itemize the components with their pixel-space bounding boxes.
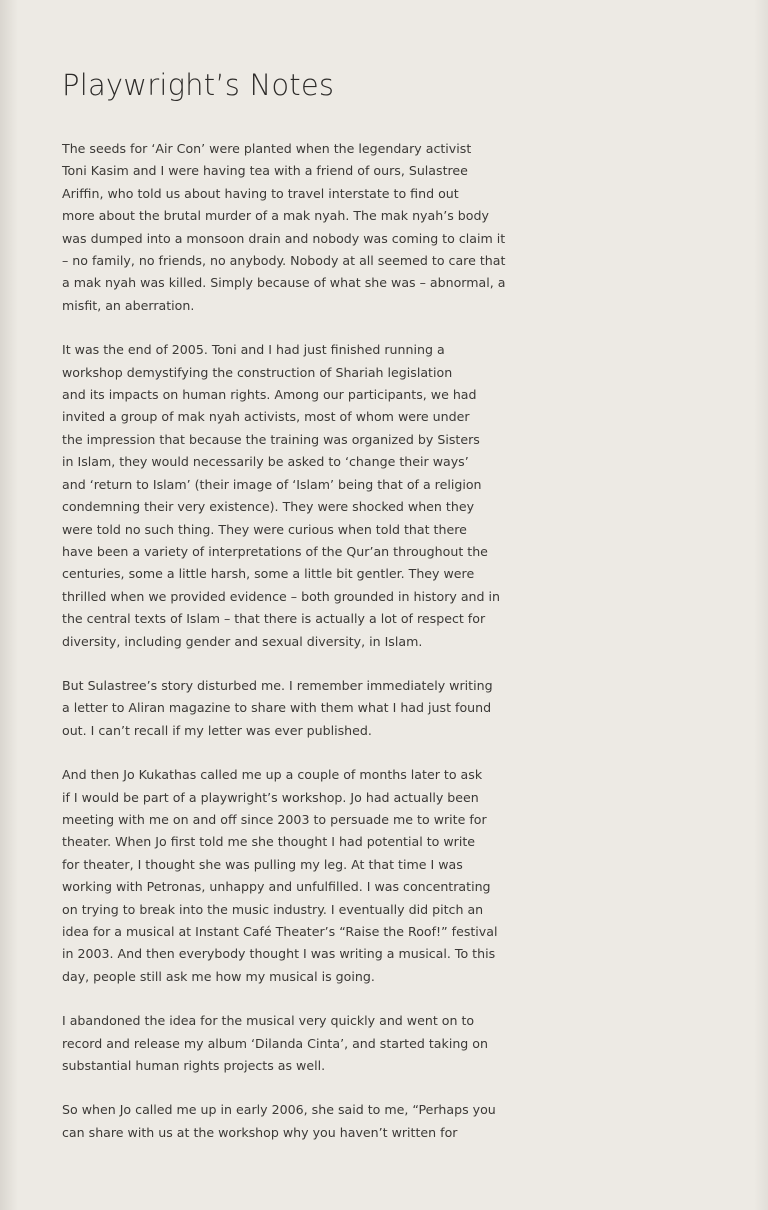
text-line: in Islam, they would necessarily be asked to ‘change their ways’ (62, 454, 469, 470)
text-line: I abandoned the idea for the musical very quickly and went on to (62, 1013, 475, 1029)
text-line: if I would be part of a playwright’s workshop. Jo had actually been (62, 789, 479, 805)
text-line: condemning their very existence). They were shocked when they (62, 499, 475, 515)
text-line: the central texts of Islam – that there is actually a lot of respect for (62, 611, 486, 627)
text-line: It was the end of 2005. Toni and I had just finished running a (62, 342, 445, 358)
text-line: on trying to break into the music industry. I eventually did pitch an (62, 901, 484, 917)
text-line: But Sulastree’s story disturbed me. I remember immediately writing (62, 677, 493, 693)
text-line: Toni Kasim and I were having tea with a friend of ours, Sulastree (62, 163, 468, 179)
text-line: was dumped into a monsoon drain and nobody was coming to claim it (62, 230, 506, 246)
text-line: theater. When Jo first told me she thought I had potential to write (62, 834, 476, 850)
text-line: out. I can’t recall if my letter was ever published. (62, 722, 372, 738)
text-line: record and release my album ‘Dilanda Cinta’, and started taking on (62, 1035, 488, 1051)
text-line: meeting with me on and off since 2003 to persuade me to write for (62, 811, 487, 827)
text-line: workshop demystifying the construction of Shariah legislation (62, 364, 453, 380)
text-line: were told no such thing. They were curious when told that there (62, 521, 467, 537)
paragraph-4 (62, 764, 652, 988)
text-line: a letter to Aliran magazine to share with them what I had just found (62, 700, 492, 716)
text-line: day, people still ask me how my musical is going. (62, 968, 375, 984)
text-line: the impression that because the training was organized by Sisters (62, 431, 480, 447)
text-line: And then Jo Kukathas called me up a couple of months later to ask (62, 767, 483, 783)
text-line: and ‘return to Islam’ (their image of ‘Islam’ being that of a religion (62, 476, 482, 492)
text-line: and its impacts on human rights. Among our participants, we had (62, 387, 477, 403)
paragraph-2 (62, 339, 652, 653)
page-title: Playwright’s Notes (62, 68, 335, 102)
paragraph-5 (62, 1010, 652, 1077)
text-line: can share with us at the workshop why you haven’t written for (62, 1124, 458, 1140)
paragraph-6 (62, 1099, 652, 1144)
text-line: for theater, I thought she was pulling my leg. At that time I was (62, 856, 463, 872)
text-line: idea for a musical at Instant Café Theater’s “Raise the Roof!” festival (62, 924, 498, 939)
text-line: a mak nyah was killed. Simply because of what she was – abnormal, a (62, 275, 506, 291)
text-line: in 2003. And then everybody thought I was writing a musical. To this (62, 946, 496, 962)
text-line: substantial human rights projects as well. (62, 1058, 326, 1074)
text-line: more about the brutal murder of a mak nyah. The mak nyah’s body (62, 208, 489, 224)
paragraph-3 (62, 675, 652, 742)
paragraph-1 (62, 138, 652, 317)
text-line: centuries, some a little harsh, some a little bit gentler. They were (62, 566, 475, 582)
text-line: The seeds for ‘Air Con’ were planted when the legendary activist (62, 141, 472, 156)
text-line: diversity, including gender and sexual diversity, in Islam. (62, 633, 423, 649)
text-line: So when Jo called me up in early 2006, she said to me, “Perhaps you (62, 1102, 496, 1118)
text-line: – no family, no friends, no anybody. Nobody at all seemed to care that (62, 253, 506, 269)
text-line: Ariffin, who told us about having to travel interstate to find out (62, 185, 459, 201)
body-text (62, 138, 652, 1166)
text-line: thrilled when we provided evidence – both grounded in history and in (62, 588, 501, 604)
text-line: working with Petronas, unhappy and unfulfilled. I was concentrating (62, 879, 491, 895)
text-line: misfit, an aberration. (62, 297, 195, 313)
text-line: invited a group of mak nyah activists, most of whom were under (62, 409, 470, 425)
text-line: have been a variety of interpretations of the Qur’an throughout the (62, 543, 488, 559)
